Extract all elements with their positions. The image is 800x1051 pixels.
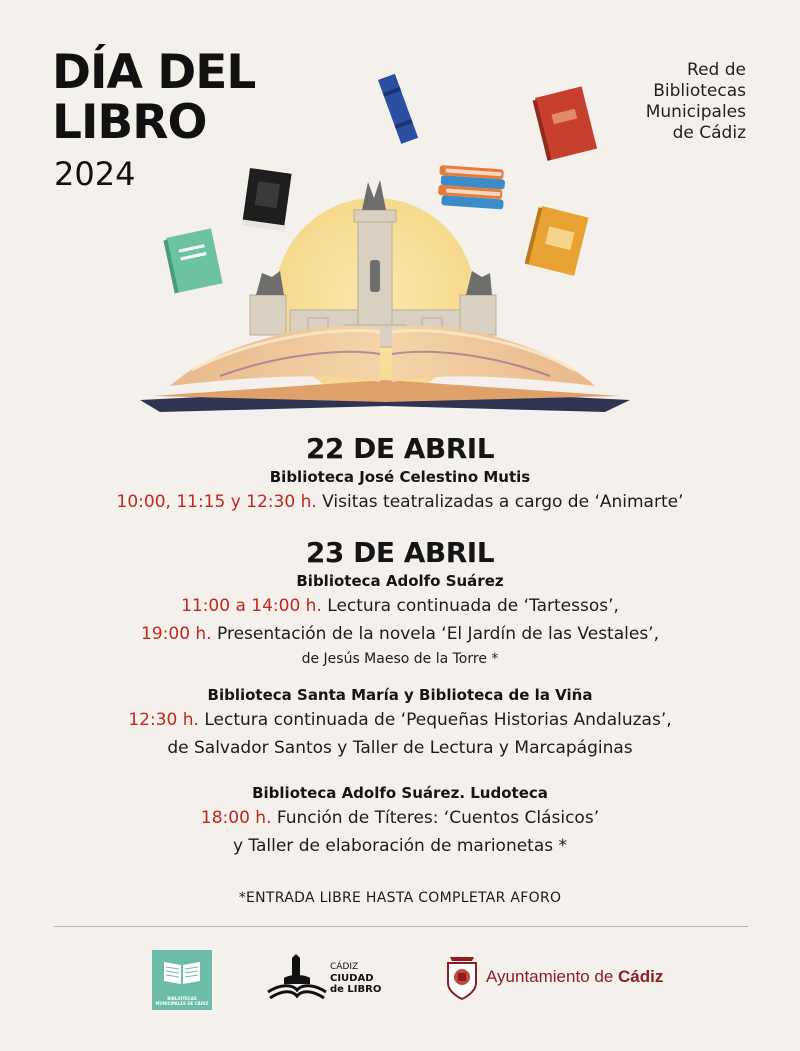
day-22-heading: 22 DE ABRIL (305, 432, 495, 465)
day-23-block3-library: Biblioteca Adolfo Suárez. Ludoteca (252, 784, 548, 802)
title-line-2: LIBRO (52, 95, 207, 150)
monument-book-icon (266, 952, 328, 1008)
free-entry-note: *ENTRADA LIBRE HASTA COMPLETAR AFORO (238, 890, 562, 906)
network-line-3: Municipales (645, 102, 746, 122)
cadiz-logo-line-1: CÁDIZ (330, 962, 359, 972)
program (0, 432, 800, 860)
day-23-block2-event (0, 706, 800, 734)
day-22-section (0, 432, 800, 516)
bibliotecas-municipales-logo (152, 950, 212, 1010)
event-text: Lectura continuada de ‘Pequeñas Historias Andaluzas’, (204, 710, 672, 730)
event-time: 19:00 h. (141, 624, 212, 644)
day-23-block1-library: Biblioteca Adolfo Suárez (296, 572, 504, 590)
coat-of-arms-icon (444, 955, 480, 1001)
bibliotecas-logo-text: BIBLIOTECAS MUNICIPALES DE CÁDIZ (155, 996, 209, 1006)
open-book-illustration (130, 70, 650, 430)
network-line-2: Bibliotecas (653, 81, 746, 101)
cadiz-logo-line-2: CIUDAD (330, 973, 374, 984)
day-23-block3-event-cont: y Taller de elaboración de marionetas * (232, 836, 568, 856)
event-time: 11:00 a 14:00 h. (181, 596, 322, 616)
day-22-event-time: 10:00, 11:15 y 12:30 h. (116, 492, 317, 512)
network-line-1: Red de (687, 60, 746, 80)
event-text: Lectura continuada de ‘Tartessos’, (327, 596, 619, 616)
day-23-section (0, 536, 800, 860)
day-23-block2-event-cont: de Salvador Santos y Taller de Lectura y Marcapáginas (167, 738, 633, 758)
day-22-event (0, 488, 800, 516)
open-book-icon (152, 950, 212, 992)
day-23-block1-event2-author: de Jesús Maeso de la Torre * (301, 651, 499, 667)
cadiz-logo-text (330, 962, 381, 995)
ayuntamiento-cadiz-logo (444, 955, 664, 1005)
event-text: Función de Títeres: ‘Cuentos Clásicos’ (276, 808, 600, 828)
footer-divider (54, 926, 748, 927)
day-23-block1-event1 (0, 592, 800, 620)
title-line-1: DÍA DEL (52, 45, 256, 100)
ayuntamiento-logo-text (486, 967, 663, 987)
event-time: 12:30 h. (128, 710, 199, 730)
network-line-4: de Cádiz (672, 123, 746, 143)
day-23-block2-library: Biblioteca Santa María y Biblioteca de la Viña (207, 686, 593, 704)
day-22-library: Biblioteca José Celestino Mutis (269, 468, 531, 486)
cadiz-logo-line-3: de LIBRO (330, 984, 382, 995)
day-22-event-text: Visitas teatralizadas a cargo de ‘Animarte’ (322, 492, 684, 512)
day-23-block3-event (0, 804, 800, 832)
event-time: 18:00 h. (200, 808, 272, 828)
poster-year: 2024 (54, 155, 136, 193)
day-23-block1-event2 (0, 620, 800, 648)
ayuntamiento-text-1: Ayuntamiento de (486, 967, 614, 986)
day-23-heading: 23 DE ABRIL (305, 536, 495, 569)
event-text: Presentación de la novela ‘El Jardín de las Vestales’, (217, 624, 659, 644)
cadiz-ciudad-de-libro-logo (266, 952, 406, 1008)
ayuntamiento-text-2: Cádiz (618, 967, 664, 986)
